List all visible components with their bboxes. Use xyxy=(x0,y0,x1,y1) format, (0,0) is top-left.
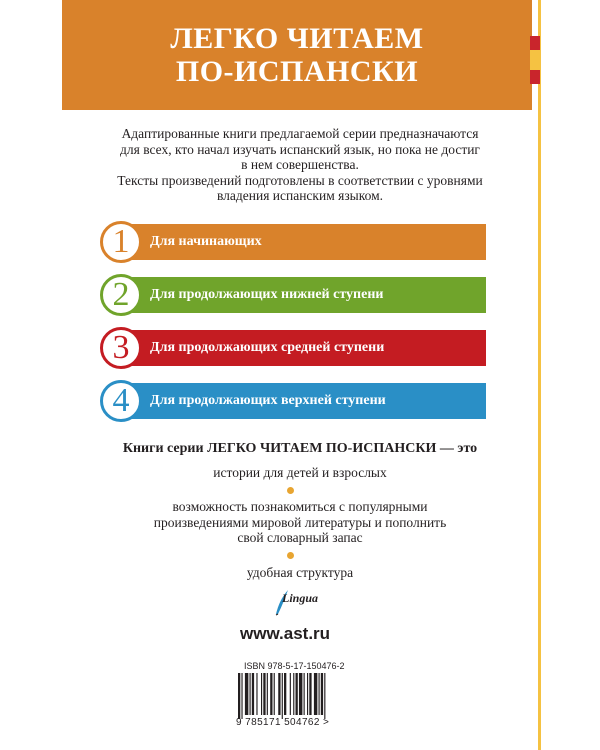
description-line: Адаптированные книги предлагаемой серии предназначаются xyxy=(121,126,479,141)
feature-item xyxy=(80,465,520,481)
barcode-bar xyxy=(319,673,320,715)
barcode-bar xyxy=(282,673,283,719)
barcode-digits: 9 785171 504762 > xyxy=(236,717,330,728)
barcode-bar xyxy=(270,673,272,715)
level-1-number: 1 xyxy=(112,223,130,260)
barcode-bar xyxy=(250,673,251,715)
barcode-bar xyxy=(238,673,240,719)
feature-text: истории для детей и взрослых xyxy=(213,465,387,480)
barcode-bar xyxy=(274,673,275,715)
features-heading: Книги серии ЛЕГКО ЧИТАЕМ ПО-ИСПАНСКИ — это xyxy=(122,441,478,456)
series-header xyxy=(62,0,532,110)
level-4-number: 4 xyxy=(112,382,130,419)
series-title xyxy=(62,22,532,88)
barcode-bar xyxy=(245,673,248,715)
barcode-bar xyxy=(304,673,305,715)
level-1-label: Для начинающих xyxy=(150,234,262,249)
barcode-bar xyxy=(321,673,323,715)
barcode-bar xyxy=(284,673,286,715)
level-3-label: Для продолжающих средней ступени xyxy=(150,340,385,355)
bullet-dot xyxy=(287,487,294,494)
level-3-number: 3 xyxy=(112,329,130,366)
level-2-label: Для продолжающих нижней ступени xyxy=(150,287,384,302)
barcode-bar xyxy=(256,673,257,715)
publisher-logo xyxy=(272,588,332,616)
series-title-line1: ЛЕГКО ЧИТАЕМ xyxy=(170,22,424,55)
series-description xyxy=(100,126,500,204)
description-line: владения испанским языком. xyxy=(216,188,384,203)
description-line: для всех, кто начал изучать испанский язык, но пока не достиг xyxy=(120,141,480,157)
level-3-badge xyxy=(100,327,142,369)
spine-stripe xyxy=(538,0,541,750)
barcode-bar xyxy=(278,673,280,715)
level-2-badge xyxy=(100,274,142,316)
barcode-bar xyxy=(241,673,242,719)
feature-text: свой словарный запас xyxy=(237,530,363,545)
feature-text: возможность познакомиться с популярными xyxy=(172,499,428,514)
barcode-bar xyxy=(293,673,294,715)
description-line: Тексты произведений подготовлены в соответствии с уровнями xyxy=(117,172,483,188)
feature-text: удобная структура xyxy=(246,565,354,580)
barcode-bar xyxy=(296,673,298,715)
barcode-bar xyxy=(252,673,254,715)
barcode-bar xyxy=(290,673,291,715)
barcode-bar xyxy=(263,673,265,715)
feature-item xyxy=(80,499,520,546)
description-line: в нем совершенства. xyxy=(241,157,359,172)
isbn-barcode xyxy=(236,673,362,719)
feature-item xyxy=(80,565,520,581)
barcode-bar xyxy=(309,673,311,715)
level-4-badge xyxy=(100,380,142,422)
level-2-number: 2 xyxy=(112,276,130,313)
level-4-label: Для продолжающих верхней ступени xyxy=(150,393,386,408)
barcode-bar xyxy=(324,673,325,719)
flag-stripe-red-top xyxy=(530,36,540,50)
flag-stripe-yellow xyxy=(530,50,540,70)
barcode-bar xyxy=(314,673,317,715)
isbn-text: ISBN 978-5-17-150476-2 xyxy=(244,661,345,671)
publisher-logo-text: Lingua xyxy=(282,591,319,605)
level-1-badge xyxy=(100,221,142,263)
barcode-bar xyxy=(267,673,268,715)
barcode-bar xyxy=(261,673,262,715)
series-title-line2: ПО-ИСПАНСКИ xyxy=(175,55,419,88)
publisher-website: www.ast.ru xyxy=(240,624,331,643)
flag-stripe-red-bottom xyxy=(530,70,540,84)
barcode-bar xyxy=(299,673,302,715)
bullet-dot xyxy=(287,552,294,559)
barcode-bar xyxy=(307,673,308,715)
feature-text: произведениями мировой литературы и пополнить xyxy=(153,514,447,530)
